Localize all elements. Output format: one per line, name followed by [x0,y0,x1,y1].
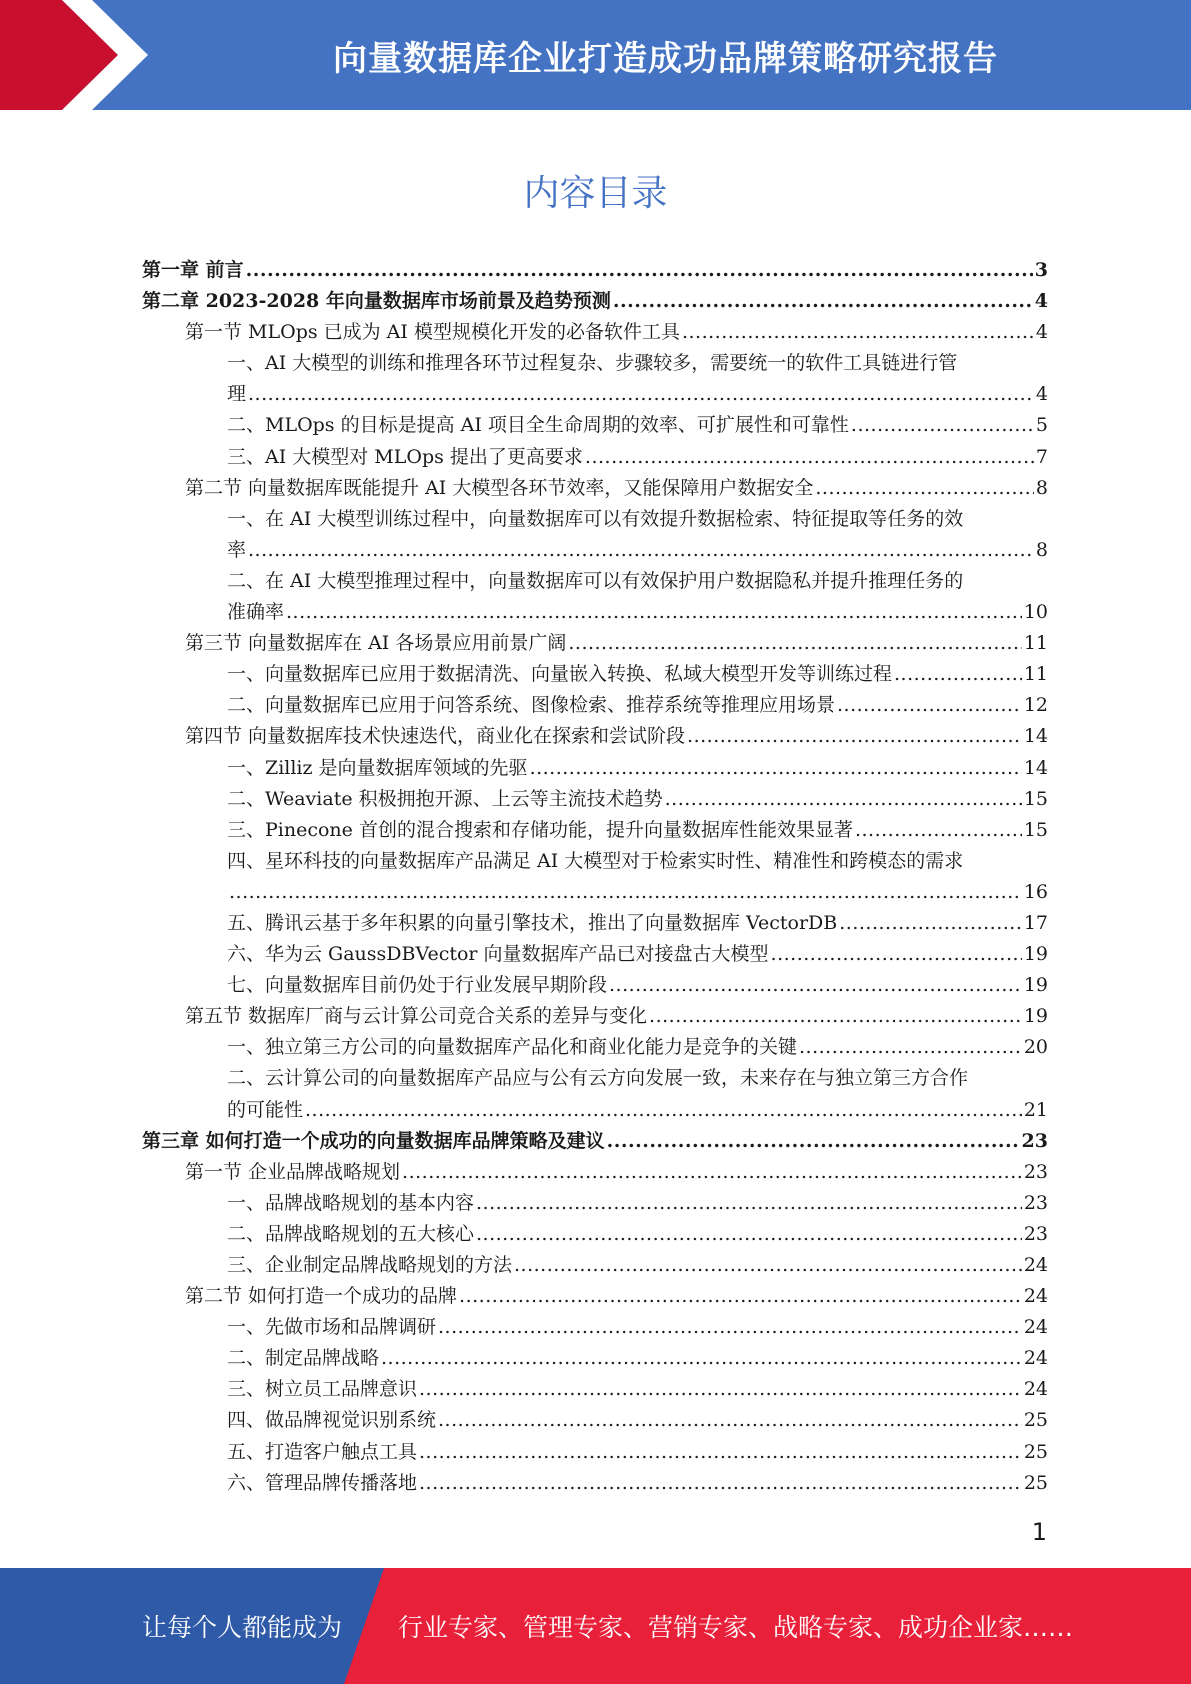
toc-entry[interactable]: 七、向量数据库目前仍处于行业发展早期阶段 ..... 19 [142,970,1048,1001]
toc-entry[interactable]: 理 ..... 4 [142,379,1048,410]
toc-entry-line[interactable]: 二、云计算公司的向量数据库产品应与公有云方向发展一致，未来存在与独立第三方合作 [227,1067,969,1090]
toc-entry[interactable]: 三、树立员工品牌意识 ..... 24 [142,1374,1048,1405]
toc-entry-line[interactable]: 二、在 AI 大模型推理过程中，向量数据库可以有效保护用户数据隐私并提升推理任务的 [227,569,964,592]
toc-entry[interactable]: 二、Weaviate 积极拥抱开源、上云等主流技术趋势 ..... 15 [142,784,1048,815]
toc-entry[interactable]: 第二节 如何打造一个成功的品牌 ..... 24 [142,1281,1048,1312]
toc-entry[interactable]: 第一节 MLOps 已成为 AI 模型规模化开发的必备软件工具 ..... 4 [142,317,1048,348]
footer-band [0,1568,1191,1684]
toc-entry[interactable]: ..... 16 [142,877,1048,908]
page-number: 1 [1031,1518,1047,1546]
toc-entry[interactable]: 第三章 如何打造一个成功的向量数据库品牌策略及建议 ..... 23 [142,1126,1048,1157]
header-band [0,0,1191,110]
toc-entry[interactable]: 一、向量数据库已应用于数据清洗、向量嵌入转换、私域大模型开发等训练过程 ..... 11 [142,659,1048,690]
toc-entry[interactable]: 六、管理品牌传播落地 ..... 25 [142,1468,1048,1499]
toc-entry[interactable]: 第二章 2023-2028 年向量数据库市场前景及趋势预测 ..... 4 [142,286,1048,317]
toc-entry[interactable]: 第二节 向量数据库既能提升 AI 大模型各环节效率，又能保障用户数据安全 ..... 8 [142,473,1048,504]
table-of-contents [142,255,1048,1499]
toc-entry[interactable]: 第三节 向量数据库在 AI 各场景应用前景广阔 ..... 11 [142,628,1048,659]
toc-entry[interactable]: 第四节 向量数据库技术快速迭代，商业化在探索和尝试阶段 ..... 14 [142,721,1048,752]
toc-entry[interactable]: 二、制定品牌战略 ..... 24 [142,1343,1048,1374]
toc-entry[interactable]: 第一节 企业品牌战略规划 ..... 23 [142,1157,1048,1188]
toc-title: 内容目录 [523,173,668,214]
toc-entry-line[interactable]: 一、在 AI 大模型训练过程中，向量数据库可以有效提升数据检索、特征提取等任务的效 [227,507,964,530]
toc-entry[interactable]: 一、独立第三方公司的向量数据库产品化和商业化能力是竞争的关键 ..... 20 [142,1032,1048,1063]
toc-entry[interactable]: 四、做品牌视觉识别系统 ..... 25 [142,1405,1048,1436]
toc-entry-line[interactable]: 一、AI 大模型的训练和推理各环节过程复杂、步骤较多，需要统一的软件工具链进行管 [227,352,958,375]
toc-entry[interactable]: 三、企业制定品牌战略规划的方法 ..... 24 [142,1250,1048,1281]
toc-entry[interactable]: 第一章 前言 ..... 3 [142,255,1048,286]
toc-entry[interactable]: 准确率 ..... 10 [142,597,1048,628]
footer-slogan-left: 让每个人都能成为 [142,1613,343,1642]
toc-entry[interactable]: 一、先做市场和品牌调研 ..... 24 [142,1312,1048,1343]
footer-slogan-right: 行业专家、管理专家、营销专家、战略专家、成功企业家…… [398,1613,1074,1642]
toc-entry[interactable]: 第五节 数据库厂商与云计算公司竞合关系的差异与变化 ..... 19 [142,1001,1048,1032]
toc-entry[interactable]: 五、打造客户触点工具 ..... 25 [142,1437,1048,1468]
toc-entry[interactable]: 率 ..... 8 [142,535,1048,566]
toc-entry[interactable]: 一、Zilliz 是向量数据库领域的先驱 ..... 14 [142,753,1048,784]
report-title: 向量数据库企业打造成功品牌策略研究报告 [333,38,998,79]
toc-entry[interactable]: 三、Pinecone 首创的混合搜索和存储功能，提升向量数据库性能效果显著 ..... 15 [142,815,1048,846]
toc-entry[interactable]: 三、AI 大模型对 MLOps 提出了更高要求 ..... 7 [142,442,1048,473]
toc-entry[interactable]: 五、腾讯云基于多年积累的向量引擎技术，推出了向量数据库 VectorDB ..... 17 [142,908,1048,939]
toc-entry-line[interactable]: 四、星环科技的向量数据库产品满足 AI 大模型对于检索实时性、精准性和跨模态的需求 [227,849,964,872]
toc-entry[interactable]: 二、MLOps 的目标是提高 AI 项目全生命周期的效率、可扩展性和可靠性 ..... 5 [142,410,1048,441]
toc-entry[interactable]: 一、品牌战略规划的基本内容 ..... 23 [142,1188,1048,1219]
toc-entry[interactable]: 的可能性 ..... 21 [142,1095,1048,1126]
toc-entry[interactable]: 二、品牌战略规划的五大核心 ..... 23 [142,1219,1048,1250]
toc-entry[interactable]: 六、华为云 GaussDBVector 向量数据库产品已对接盘古大模型 ..... 19 [142,939,1048,970]
toc-entry[interactable]: 二、向量数据库已应用于问答系统、图像检索、推荐系统等推理应用场景 ..... 12 [142,690,1048,721]
